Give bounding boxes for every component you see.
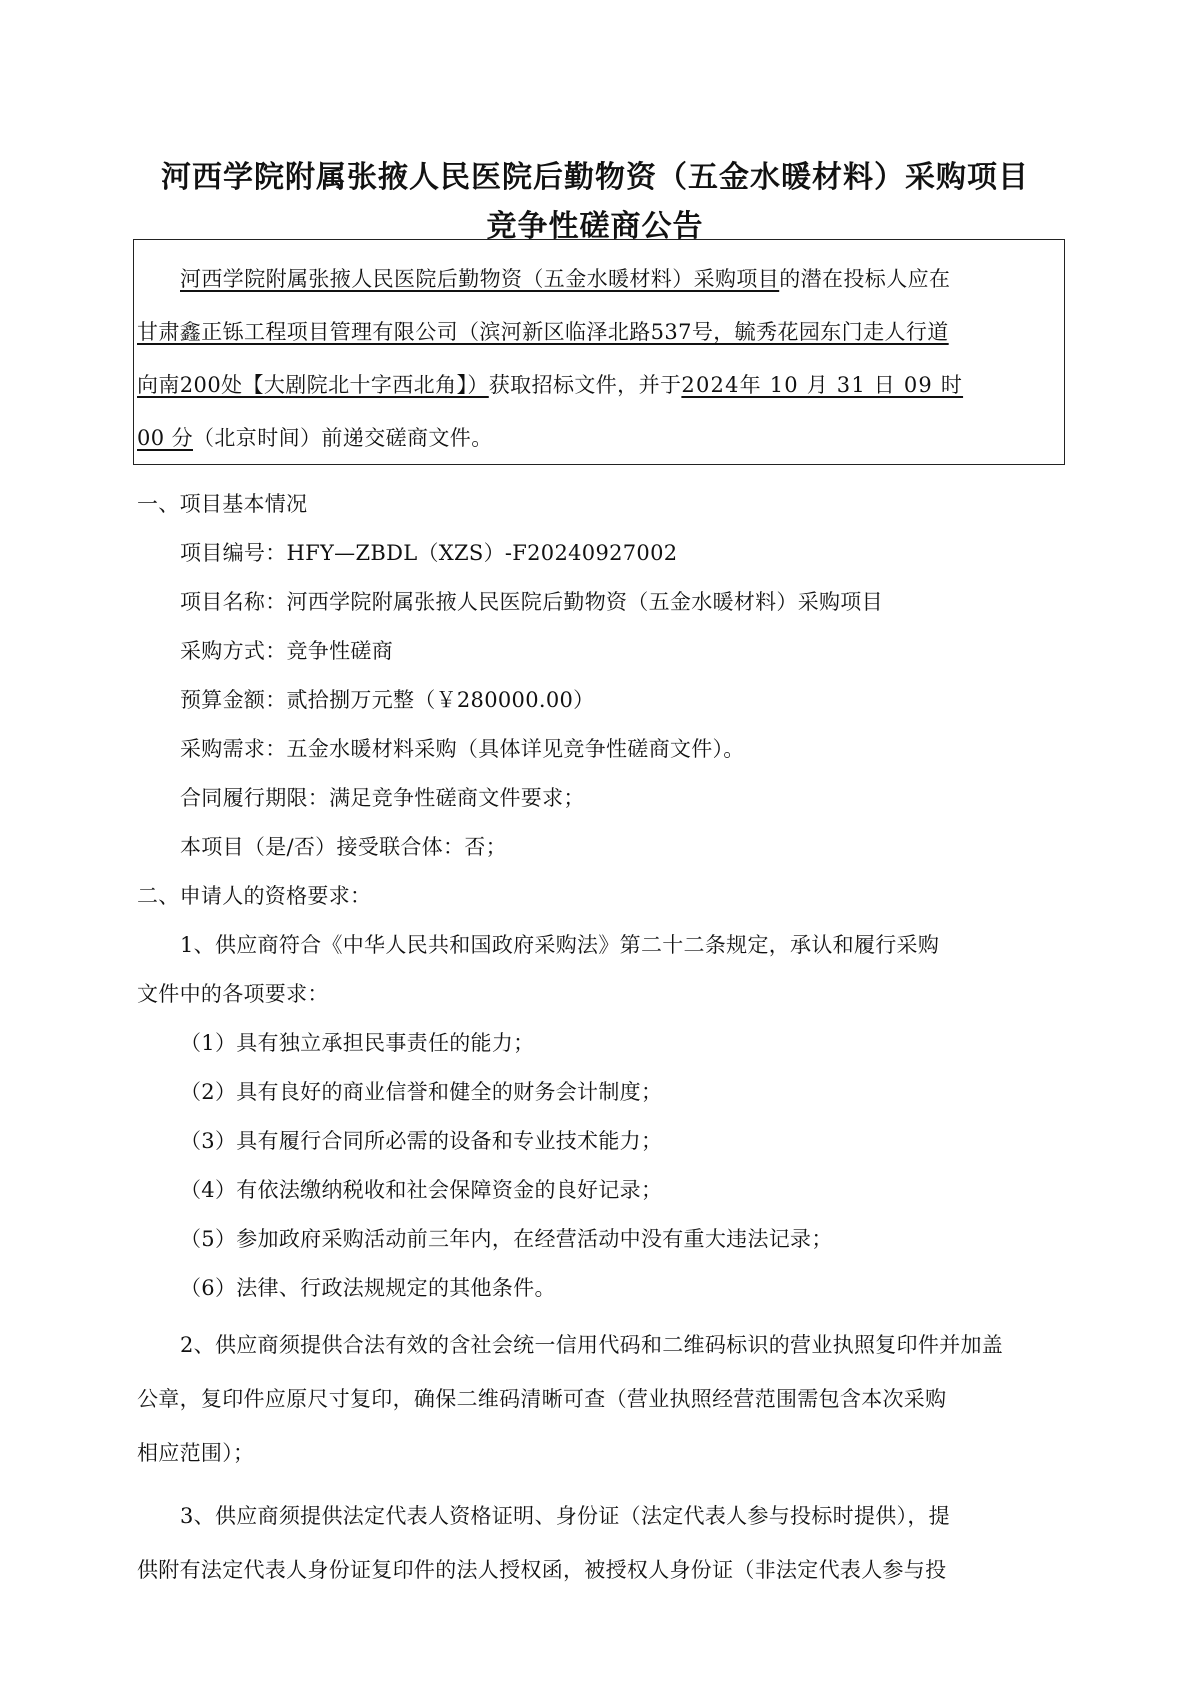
notice-deadline-2: 00 分 <box>137 426 193 450</box>
sub-requirement-3: （3）具有履行合同所必需的设备和专业技术能力； <box>180 1129 663 1153</box>
sub-requirement-6: （6）法律、行政法规规定的其他条件。 <box>180 1276 556 1300</box>
project-number: 项目编号：HFY—ZBDL（XZS）-F20240927002 <box>180 541 678 565</box>
procurement-method: 采购方式：竞争性磋商 <box>180 639 393 663</box>
project-name: 项目名称：河西学院附属张掖人民医院后勤物资（五金水暖材料）采购项目 <box>180 590 883 614</box>
notice-company-address-1: 甘肃鑫正铄工程项目管理有限公司（滨河新区临泽北路537号，毓秀花园东门走人行道 <box>137 320 949 344</box>
document-title-line2: 竞争性磋商公告 <box>486 209 704 244</box>
budget-amount: 预算金额：贰拾捌万元整（￥280000.00） <box>180 688 595 712</box>
notice-project-name: 河西学院附属张掖人民医院后勤物资（五金水暖材料）采购项目 <box>180 267 780 291</box>
requirement-1-line-b: 文件中的各项要求： <box>137 982 329 1006</box>
requirement-3-line-b: 供附有法定代表人身份证复印件的法人授权函，被授权人身份证（非法定代表人参与投 <box>137 1558 947 1582</box>
sub-requirement-5: （5）参加政府采购活动前三年内，在经营活动中没有重大违法记录； <box>180 1227 833 1251</box>
procurement-requirement: 采购需求：五金水暖材料采购（具体详见竞争性磋商文件）。 <box>180 737 745 761</box>
sub-requirement-4: （4）有依法缴纳税收和社会保障资金的良好记录； <box>180 1178 663 1202</box>
contract-period: 合同履行期限：满足竞争性磋商文件要求； <box>180 786 585 810</box>
consortium-policy: 本项目（是/否）接受联合体：否； <box>180 835 507 859</box>
requirement-1-line-a: 1、供应商符合《中华人民共和国政府采购法》第二十二条规定，承认和履行采购 <box>180 933 940 957</box>
notice-line-1 <box>180 263 950 293</box>
notice-line-4 <box>137 422 493 452</box>
notice-line-3 <box>137 369 963 399</box>
section2-heading: 二、申请人的资格要求： <box>137 884 372 908</box>
section1-heading: 一、项目基本情况 <box>137 492 308 516</box>
requirement-2-line-b: 公章，复印件应原尺寸复印，确保二维码清晰可查（营业执照经营范围需包含本次采购 <box>137 1387 947 1411</box>
requirement-2-line-c: 相应范围）； <box>137 1441 255 1465</box>
requirement-2-line-a: 2、供应商须提供合法有效的含社会统一信用代码和二维码标识的营业执照复印件并加盖 <box>180 1333 1004 1357</box>
sub-requirement-1: （1）具有独立承担民事责任的能力； <box>180 1031 535 1055</box>
notice-deadline-1: 2024年 10 月 31 日 09 时 <box>681 373 964 397</box>
notice-company-address-2: 向南200处【大剧院北十字西北角】） <box>137 373 489 397</box>
requirement-3-line-a: 3、供应商须提供法定代表人资格证明、身份证（法定代表人参与投标时提供），提 <box>180 1504 950 1528</box>
sub-requirement-2: （2）具有良好的商业信誉和健全的财务会计制度； <box>180 1080 663 1104</box>
notice-text-a: 的潜在投标人应在 <box>779 267 951 291</box>
notice-text-b: 获取招标文件，并于 <box>488 373 682 397</box>
notice-text-c: （北京时间）前递交磋商文件。 <box>193 426 493 450</box>
document-title-line1: 河西学院附属张掖人民医院后勤物资（五金水暖材料）采购项目 <box>161 160 1029 195</box>
